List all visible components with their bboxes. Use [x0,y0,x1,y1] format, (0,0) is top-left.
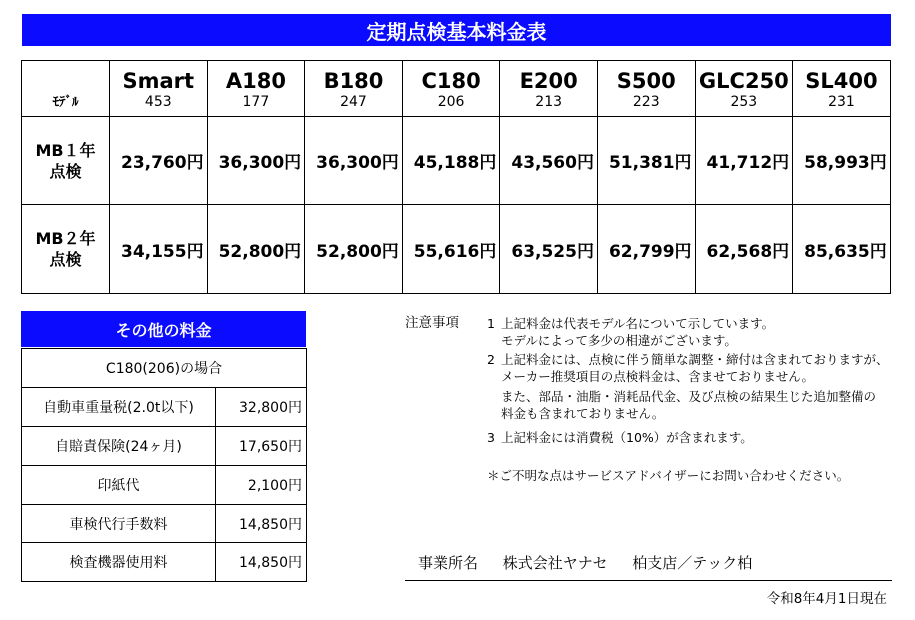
table-row [22,388,307,427]
price-cell: 23,760円 [110,117,208,205]
fee-value: 2,100円 [216,466,307,505]
price-cell: 36,300円 [305,117,403,205]
divider [405,580,892,581]
office-info [418,552,772,573]
row-header-line: MB１年 [35,140,96,160]
fee-label: 車検代行手数料 [22,505,216,543]
price-cell: 62,568円 [695,205,793,294]
model-cell [207,61,305,117]
model-code: 177 [242,93,270,110]
fee-label: 検査機器使用料 [22,543,216,582]
model-label: ﾓﾃﾞﾙ [22,61,110,117]
model-code: 206 [437,93,465,110]
model-code: 223 [632,93,660,110]
note-number: 1 [487,316,495,331]
fee-label: 自動車重量税(2.0t以下) [22,388,216,427]
price-cell: 63,525円 [500,205,598,294]
price-cell: 85,635円 [793,205,891,294]
model-cell [793,61,891,117]
price-cell: 58,993円 [793,117,891,205]
price-cell: 51,381円 [597,117,695,205]
notes-heading: 注意事項 [405,315,459,331]
fee-value: 17,650円 [216,427,307,466]
model-name: E200 [519,68,578,93]
model-name: S500 [616,68,676,93]
model-code: 231 [828,93,855,110]
row-header-line: 点検 [49,161,82,181]
other-fees-table [21,348,307,582]
note-text: 料金も含まれておりません。 [501,406,665,421]
model-code: 247 [340,93,367,110]
note-item [487,351,902,422]
model-code: 213 [535,93,563,110]
model-cell [695,61,793,117]
price-cell: 52,800円 [305,205,403,294]
price-table [21,60,891,294]
model-cell [305,61,403,117]
note-number: 3 [487,430,495,445]
model-name: C180 [421,68,481,93]
company-name: 株式会社ヤナセ [502,554,608,572]
row-header [22,117,110,205]
note-text: 上記料金は代表モデル名について示しています。 [501,316,775,331]
model-name: B180 [323,68,384,93]
table-row [22,205,891,294]
inquiry-note: ＊ご不明な点はサービスアドバイザーにお問い合わせください。 [487,468,850,483]
table-row [22,117,891,205]
model-name: GLC250 [698,68,789,93]
effective-date: 令和8年4月1日現在 [766,591,887,607]
price-cell: 55,616円 [402,205,500,294]
row-header-line: MB２年 [35,229,96,248]
table-row [22,543,307,582]
price-cell: 41,712円 [695,117,793,205]
branch-name: 柏支店／テック柏 [632,554,753,572]
note-text: モデルによって多少の相違がございます。 [501,333,737,348]
model-name: SL400 [805,68,878,93]
model-code: 253 [730,93,758,110]
page-title: 定期点検基本料金表 [22,14,891,46]
model-name: Smart [122,68,195,93]
fee-value: 32,800円 [216,388,307,427]
table-row [22,427,307,466]
other-fees-title: その他の料金 [21,311,306,347]
price-cell: 45,188円 [402,117,500,205]
office-label: 事業所名 [418,554,479,572]
row-header-line: 点検 [49,250,82,269]
note-text: メーカー推奨項目の点検料金は、含ませておりません。 [501,369,815,384]
model-code: 453 [144,93,172,110]
model-cell [110,61,208,117]
model-header-row [22,61,891,117]
note-item [487,429,902,446]
fee-label: 自賠責保険(24ヶ月) [22,427,216,466]
price-cell: 43,560円 [500,117,598,205]
model-cell [500,61,598,117]
model-name: A180 [225,68,286,93]
note-item [487,315,902,349]
price-cell: 36,300円 [207,117,305,205]
note-text: また、部品・油脂・消耗品代金、及び点検の結果生じた追加整備の [501,389,877,404]
fee-label: 印紙代 [22,466,216,505]
price-cell: 34,155円 [110,205,208,294]
fee-value: 14,850円 [216,543,307,582]
model-cell [402,61,500,117]
table-row [22,505,307,543]
model-cell [597,61,695,117]
fee-value: 14,850円 [216,505,307,543]
note-text: 上記料金には消費税（10%）が含まれます。 [501,430,753,445]
row-header [22,205,110,294]
price-cell: 62,799円 [597,205,695,294]
note-number: 2 [487,352,495,367]
note-text: 上記料金には、点検に伴う簡単な調整・締付は含まれておりますが、 [501,352,889,367]
other-fees-subtitle: C180(206)の場合 [22,349,307,388]
price-cell: 52,800円 [207,205,305,294]
table-row [22,466,307,505]
